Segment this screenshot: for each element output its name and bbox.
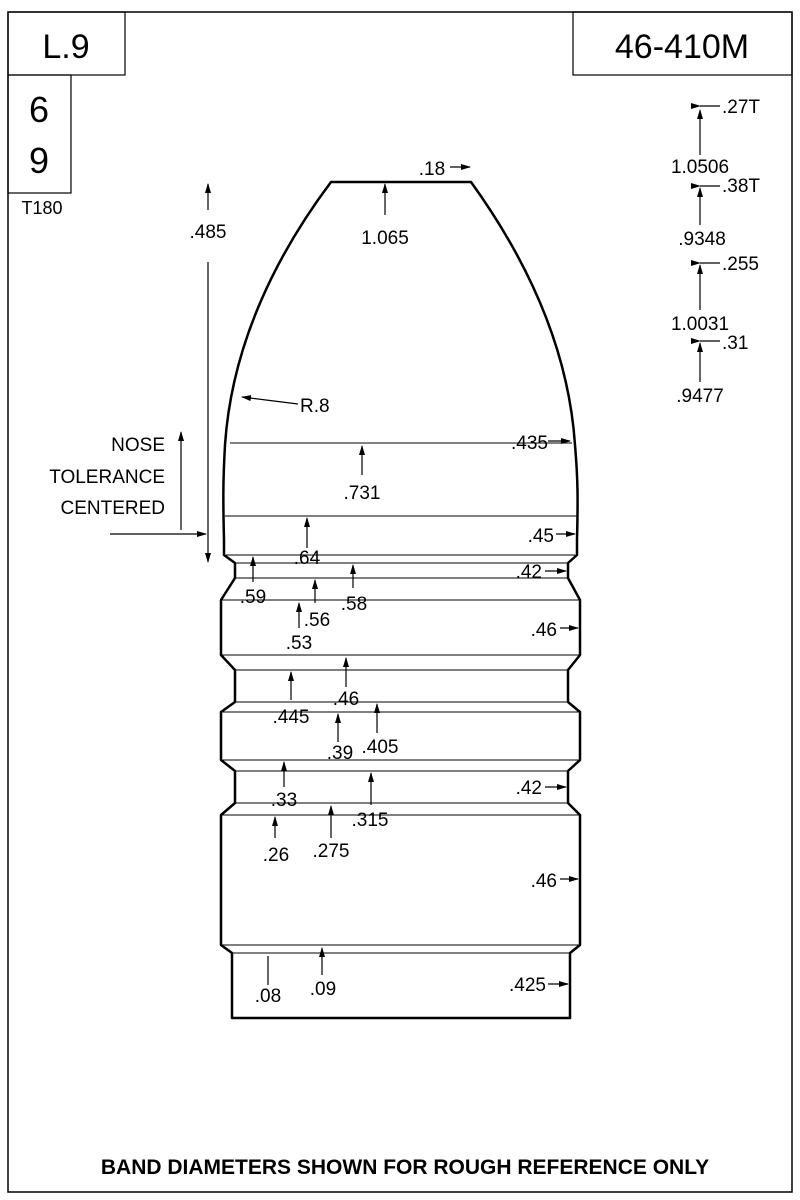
side-dim-1-diam: 1.0506	[670, 157, 730, 178]
frame	[8, 12, 792, 1192]
left-code: L.9	[42, 28, 90, 66]
side-dim-4-diam: .9477	[676, 386, 724, 407]
height-label-11: .315	[351, 810, 389, 831]
footer-note: BAND DIAMETERS SHOWN FOR ROUGH REFERENCE ONLY	[100, 1156, 710, 1179]
cavity-top: 6	[28, 89, 50, 130]
diameter-label-4: .46	[530, 620, 557, 641]
height-label-15: .08	[254, 986, 282, 1007]
nose-tolerance-line3: CENTERED	[60, 498, 165, 519]
height-label-8: .405	[361, 737, 399, 758]
height-label-7: .445	[272, 707, 310, 728]
height-label-10: .33	[270, 790, 298, 811]
band-lines	[221, 443, 580, 953]
height-label-2: .59	[239, 587, 267, 608]
height-label-5: .53	[285, 633, 313, 654]
side-dim-1-value: .27T	[722, 97, 761, 118]
height-label-12: .275	[312, 841, 350, 862]
diameter-label-6: .46	[530, 871, 557, 892]
height-label-14: .09	[309, 979, 337, 1000]
height-label-9: .39	[326, 743, 354, 764]
radius-label: R.8	[300, 396, 330, 417]
side-dim-3-value: .255	[722, 254, 759, 275]
temper-label: T180	[21, 198, 63, 218]
diameter-label-5: .42	[515, 778, 542, 799]
side-dim-4-value: .31	[722, 333, 749, 354]
nose-tolerance-line2: TOLERANCE	[49, 467, 165, 488]
side-dim-2-diam: .9348	[678, 229, 726, 250]
body-height-label: .731	[343, 483, 381, 504]
nose-tolerance-line1: NOSE	[111, 435, 165, 456]
height-label-1: .64	[293, 548, 321, 569]
cavity-bottom: 9	[28, 140, 50, 181]
diameter-label-2: .45	[527, 526, 554, 547]
height-arrows	[253, 518, 377, 985]
right-code: 46-410M	[614, 28, 750, 66]
side-dim-3-diam: 1.0031	[670, 314, 730, 335]
side-dim-2-value: .38T	[722, 176, 761, 197]
height-label-6: .46	[332, 689, 360, 710]
height-label-4: .56	[303, 610, 331, 631]
diameter-label-7: .425	[509, 975, 546, 996]
diameter-label-3: .42	[515, 562, 542, 583]
height-label-3: .58	[340, 594, 368, 615]
diameter-label-1: .435	[511, 433, 548, 454]
meplat-label: .18	[418, 159, 446, 180]
meplat-height-label: 1.065	[361, 228, 409, 249]
height-label-13: .26	[262, 845, 290, 866]
nose-length-label: .485	[189, 222, 227, 243]
